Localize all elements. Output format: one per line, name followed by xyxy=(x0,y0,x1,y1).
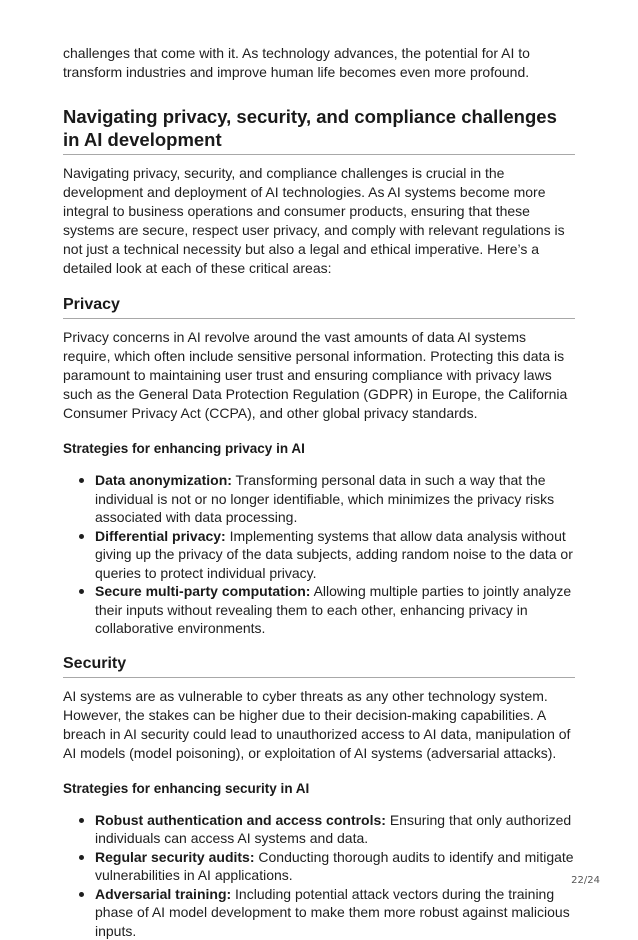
list-item-text: Allowing multiple parties to jointly analyze their inputs without revealing them to each other, enhancing privacy in collaborative environments. xyxy=(95,583,571,636)
list-item-text: Conducting thorough audits to identify and mitigate vulnerabilities in AI applications. xyxy=(95,849,574,884)
list-item-term: Adversarial training: xyxy=(95,886,231,902)
list-item-term: Data anonymization: xyxy=(95,472,232,488)
section-heading-navigating: Navigating privacy, security, and compliance challenges in AI development xyxy=(63,105,575,155)
list-item xyxy=(95,582,575,638)
list-item xyxy=(95,848,575,885)
document-page xyxy=(63,44,575,940)
bullet-icon xyxy=(79,892,84,897)
paragraph-privacy: Privacy concerns in AI revolve around the vast amounts of data AI systems require, which often include sensitive personal information. Protecting this data is paramount to maintaining user trust and ensuring compliance with privacy laws such as the General Data Protection Regulation (GDPR) in Europe, the California Consumer Privacy Act (CCPA), and other global privacy standards. xyxy=(63,328,575,423)
security-strategies-list xyxy=(63,811,575,940)
heading-security: Security xyxy=(63,654,575,678)
list-item xyxy=(95,471,575,527)
intro-paragraph: challenges that come with it. As technology advances, the potential for AI to transform industries and improve human life becomes even more profound. xyxy=(63,44,575,82)
list-item xyxy=(95,811,575,848)
paragraph-security: AI systems are as vulnerable to cyber threats as any other technology system. However, the stakes can be higher due to their decision-making capabilities. A breach in AI security could lead to unauthorized access to AI data, manipulation of AI models (model poisoning), or exploitation of AI systems (adversarial attacks). xyxy=(63,687,575,763)
list-item xyxy=(95,527,575,583)
bullet-icon xyxy=(79,589,84,594)
page-number: 22/24 xyxy=(571,875,600,887)
strategies-heading-privacy: Strategies for enhancing privacy in AI xyxy=(63,440,575,458)
privacy-strategies-list xyxy=(63,471,575,638)
list-item-text: Including potential attack vectors during the training phase of AI model development to make them more robust against malicious inputs. xyxy=(95,886,570,939)
bullet-icon xyxy=(79,534,84,539)
list-item xyxy=(95,885,575,940)
list-item-text: Implementing systems that allow data analysis without giving up the privacy of the data subjects, adding random noise to the data or queries to protect individual privacy. xyxy=(95,528,573,581)
list-item-term: Robust authentication and access controls: xyxy=(95,812,386,828)
list-item-text: Transforming personal data in such a way that the individual is not or no longer identifiable, which minimizes the privacy risks associated with data processing. xyxy=(95,472,554,525)
list-item-term: Differential privacy: xyxy=(95,528,226,544)
list-item-term: Secure multi-party computation: xyxy=(95,583,310,599)
section-paragraph-navigating: Navigating privacy, security, and compliance challenges is crucial in the development and deployment of AI technologies. As AI systems become more integral to business operations and consumer products, ensuring that these systems are secure, respect user privacy, and comply with relevant regulations is not just a technical necessity but also a legal and ethical imperative. Here’s a detailed look at each of these critical areas: xyxy=(63,164,575,278)
bullet-icon xyxy=(79,855,84,860)
bullet-icon xyxy=(79,478,84,483)
strategies-heading-security: Strategies for enhancing security in AI xyxy=(63,780,575,798)
heading-privacy: Privacy xyxy=(63,295,575,319)
bullet-icon xyxy=(79,818,84,823)
list-item-term: Regular security audits: xyxy=(95,849,255,865)
list-item-text: Ensuring that only authorized individuals can access AI systems and data. xyxy=(95,812,571,847)
